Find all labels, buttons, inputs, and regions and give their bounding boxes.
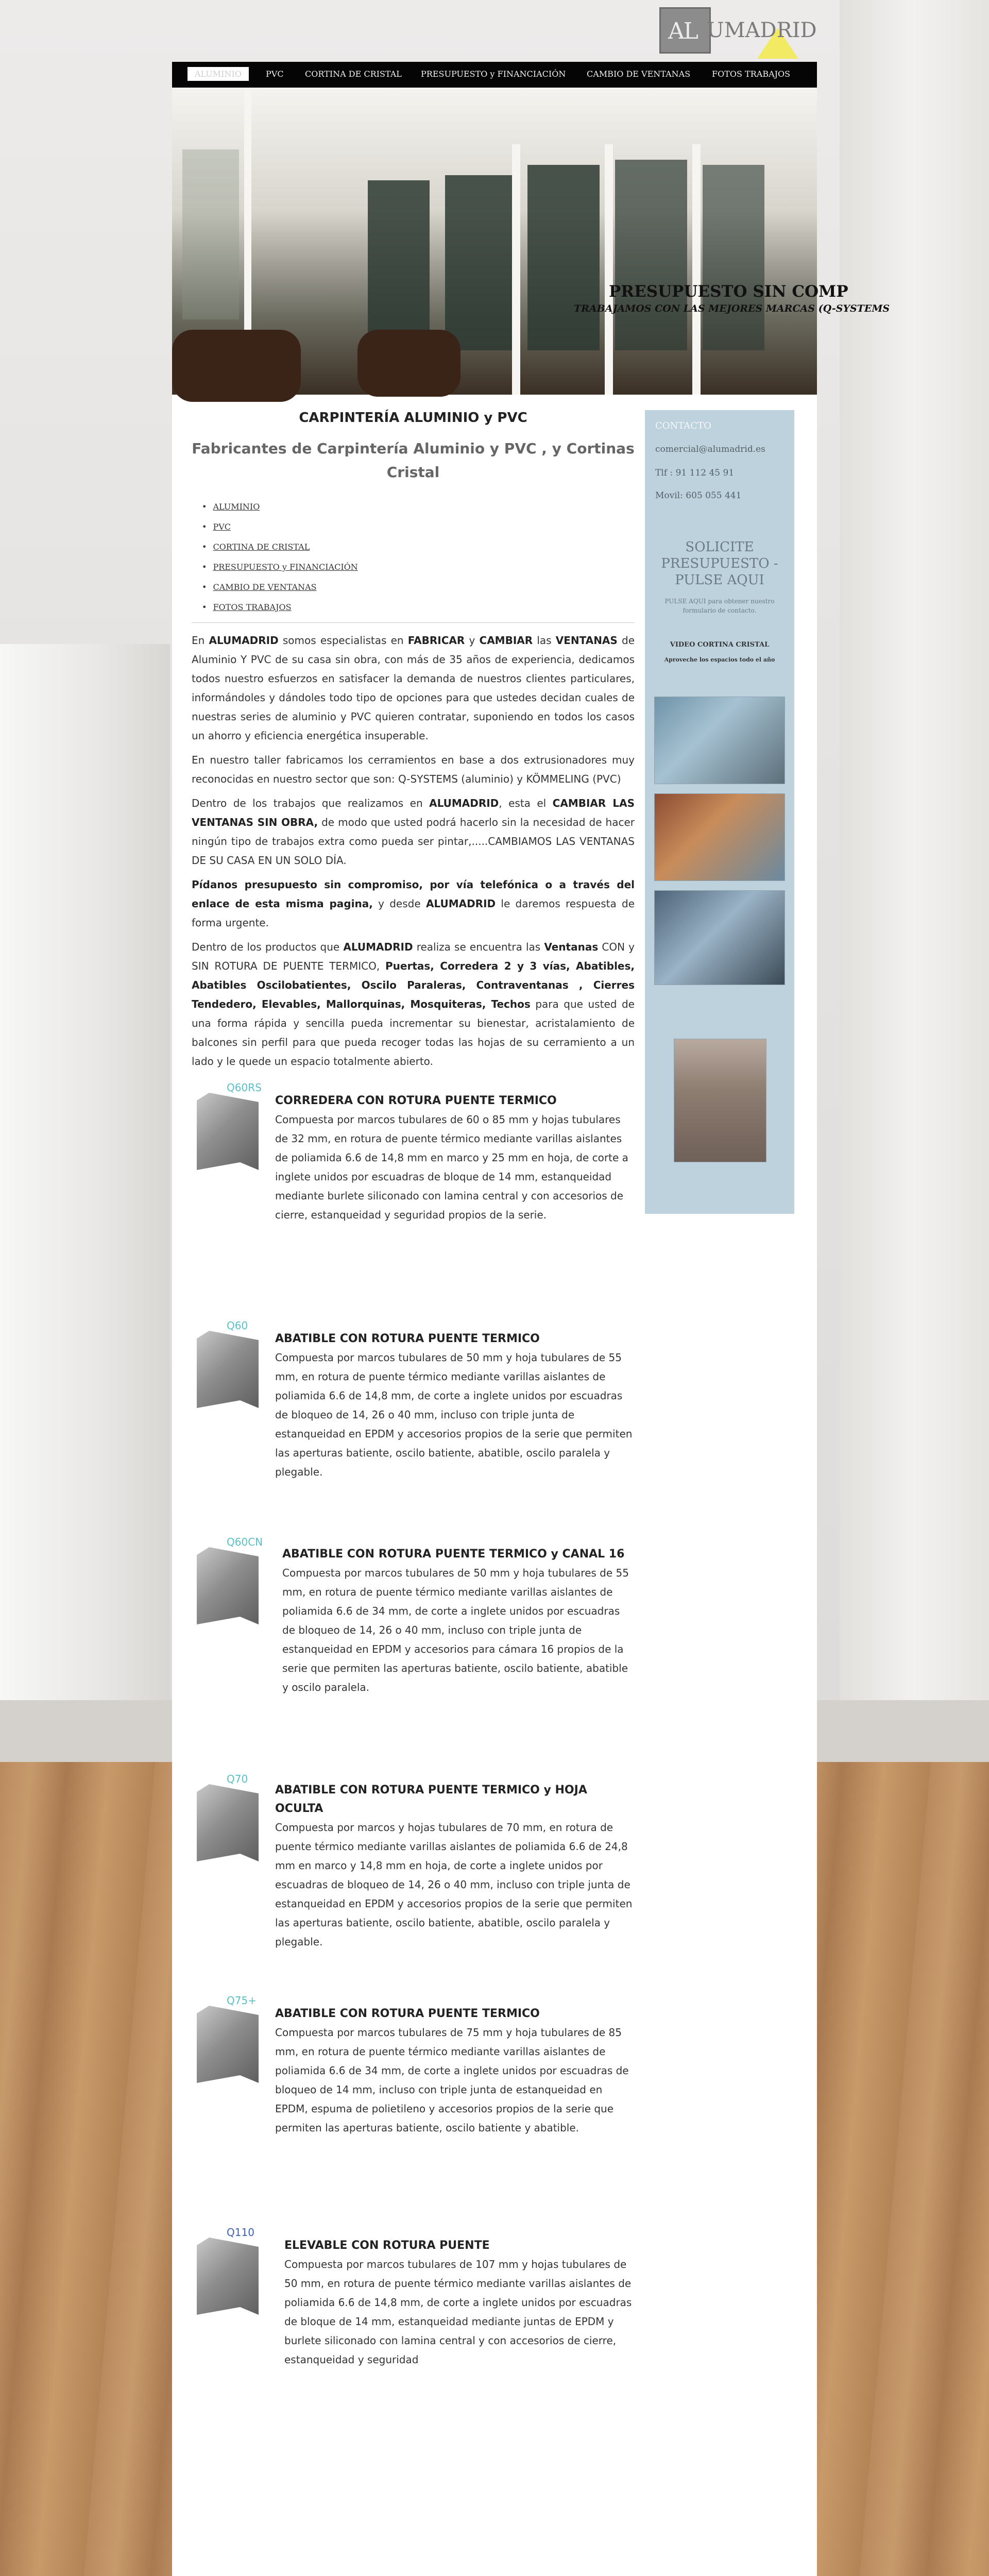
nav-item-fotos-trabajos[interactable]: FOTOS TRABAJOS [712,69,791,79]
list-item [202,562,635,572]
hero-window-pane [368,180,430,350]
product-code: Q60CN [227,1536,263,1548]
profile-icon [197,1547,259,1624]
quote-cta-button[interactable]: SOLICITE PRESUPUESTO - PULSE AQUI [661,539,778,588]
intro-paragraph: En ALUMADRID somos especialistas en FABRICAR y CAMBIAR las VENTANAS de Aluminio Y PVC de su casa sin obra, con más de 35 años de experiencia, dedicamos todos nuestro esfuerzos en satisfacer la demanda de nuestros clientes particulares, informándoles y dándoles todo tipo de opciones para que ustedes decidan cuales de nuestras series de aluminio y PVC quieren contratar, suponiendo en todos los casos un ahorro y eficiencia energética insuperable. [192,634,635,742]
product-title: CORREDERA CON ROTURA PUENTE TERMICO [275,1094,557,1107]
workshop-paragraph: En nuestro taller fabricamos los cerramientos en base a dos extrusionadores muy reconocidas en nuestro sector que son: Q-SYSTEMS (aluminio) y KÖMMELING (PVC) [192,754,635,785]
contact-email[interactable]: comercial@alumadrid.es [655,444,765,454]
product-code: Q60RS [227,1081,262,1094]
product-code: Q60 [227,1319,248,1332]
profile-icon [197,2006,259,2083]
product-description: Compuesta por marcos y hojas tubulares de 70 mm, en rotura de puente térmico mediante varillas aislantes de poliamida 6.6 de 24,8 mm en marco y 14,8 mm en hoja, de corte a inglete unidos por escuadras de bloqueo de 14, 26 o 40 mm, incluso con triple junta de estanqueidad en EPDM y accesorios propios de la serie que permiten las aperturas batiente, oscilo batiente, abatible, oscilo paralela y plegable. [275,1821,633,1948]
link-cambio-ventanas[interactable]: CAMBIO DE VENTANAS [213,582,317,592]
gallery-thumbnail-3[interactable] [654,890,785,985]
site-logo[interactable] [659,7,817,54]
product-title: ABATIBLE CON ROTURA PUENTE TERMICO y HOJA OCULTA [275,1784,587,1815]
logo-word: UMADRID [707,19,817,42]
door-image[interactable] [674,1039,766,1162]
nav-item-pvc[interactable]: PVC [266,69,284,79]
list-item [202,602,635,612]
link-presupuesto[interactable]: PRESUPUESTO y FINANCIACIÓN [213,562,358,572]
change-windows-paragraph: Dentro de los trabajos que realizamos en ALUMADRID, esta el CAMBIAR LAS VENTANAS SIN OBRA, de modo que usted podrá hacerlo sin la necesidad de hacer ningún tipo de trabajos extra como pueda ser pintar,.....CAMBIAMOS LAS VENTANAS DE SU CASA EN UN SOLO DÍA. [192,797,635,867]
nav-item-aluminio[interactable]: ALUMINIO [187,67,249,81]
hero-armchair [357,330,461,397]
logo-box [659,7,711,54]
main-content [192,410,635,2422]
list-item [202,542,635,552]
hero-window-pane [445,175,512,350]
product-title: ABATIBLE CON ROTURA PUENTE TERMICO [275,2007,540,2020]
profile-image [197,1319,264,1412]
divider [192,622,635,623]
hero-window-pane [615,160,687,350]
product-code: Q70 [227,1773,248,1785]
product-description: Compuesta por marcos tubulares de 60 o 85 mm y hojas tubulares de 32 mm, en rotura de puente térmico mediante varillas aislantes de poliamida 6.6 de 14,8 mm en marco y 25 mm en hoja, de corte a inglete unidos por escuadras de bloque de 14 mm, estanqueidad mediante burlete siliconado con lamina central y con accesorios de cierre, estanqueidad y seguridad propios de la serie. [275,1113,628,1221]
hero-frame [605,144,613,395]
hero-subtitle: TRABAJAMOS CON LAS MEJORES MARCAS (Q-SYSTEMS [574,303,890,314]
contact-sidebar [645,410,794,1214]
hero-window-pane [527,165,600,350]
profile-image [197,1081,264,1174]
hero-frame [512,144,520,395]
product-description: Compuesta por marcos tubulares de 50 mm y hoja tubulares de 55 mm, en rotura de puente térmico mediante varillas aislantes de poliamida 6.6 de 34 mm, de corte a inglete unidos por escuadras de bloqueo de 14, 26 o 40 mm, incluso con triple junta de estanqueidad en EPDM y accesorios para cámara 16 propios de la serie que permiten las aperturas batiente, oscilo batiente, abatible y oscilo paralela. [282,1567,629,1693]
products-paragraph: Dentro de los productos que ALUMADRID realiza se encuentra las Ventanas CON y SIN ROTURA DE PUENTE TERMICO, Puertas, Corredera 2 y 3 vías, Abatibles, Abatibles Oscilobatientes, Oscilo Paraleras, Contraventanas , Cierres Tendedero, Elevables, Mallorquinas, Mosquiteras, Techos para que usted de una forma rápida y sencilla pueda incrementar su bienestar, acristalamiento de balcones sin perfil para que pueda recoger todas las hojas de su cerramiento a un lado y le quede un espacio totalmente abierto. [192,941,635,1067]
profile-image [197,1994,264,2087]
background-curtain-right [840,0,989,1803]
profile-icon [197,2238,259,2315]
profile-icon [197,1331,259,1408]
product-q60cn [192,1536,635,1762]
page-subheading: Fabricantes de Carpintería Aluminio y PVC , y Cortinas Cristal [192,440,635,481]
top-navigation [172,62,817,88]
contact-phone: Tlf : 91 112 45 91 [655,468,735,478]
hero-title: PRESUPUESTO SIN COMP [609,282,848,301]
product-code: Q75+ [227,1994,257,2007]
gallery-thumbnail-2[interactable] [654,793,785,881]
profile-image [197,1773,264,1866]
product-code: Q110 [227,2226,254,2239]
product-q60rs [192,1081,635,1308]
sidebar-heading: CONTACTO [655,420,711,431]
page-heading: CARPINTERÍA ALUMINIO y PVC [299,410,527,426]
profile-icon [197,1784,259,1861]
link-pvc[interactable]: PVC [213,522,231,532]
profile-image [197,1536,264,1629]
list-item [202,522,635,532]
product-q75 [192,1994,635,2221]
product-q70 [192,1773,635,1989]
product-description: Compuesta por marcos tubulares de 75 mm y hoja tubulares de 85 mm, en rotura de puente térmico mediante varillas aislantes de poliamida 6.6 de 34 mm, de corte a inglete unidos por escuadras de bloqueo de 14 mm, incluso con triple junta de estanqueidad en EPDM, espuma de polietileno y accesorios propios de la serie que permiten las aperturas batiente, oscilo batiente y abatible. [275,2026,629,2134]
product-description: Compuesta por marcos tubulares de 107 mm y hojas tubulares de 50 mm, en rotura de puente térmico mediante varillas aislantes de poliamida 6.6 de 14,8 mm, de corte a inglete unidos por escuadras de bloque de 14 mm, estanqueidad mediante juntas de EPDM y burlete siliconado con lamina central y con accesorios de cierre, estanqueidad y seguridad [284,2258,632,2366]
list-item [202,582,635,592]
page-container [172,62,890,2576]
video-caption: Aproveche los espacios todo el año [664,656,775,663]
link-aluminio[interactable]: ALUMINIO [213,502,260,512]
list-item [202,502,635,512]
quote-paragraph: Pídanos presupuesto sin compromiso, por vía telefónica o a través del enlace de esta misma pagina, y desde ALUMADRID le daremos respuesta de forma urgente. [192,878,635,929]
hero-armchair [172,330,301,402]
product-title: ABATIBLE CON ROTURA PUENTE TERMICO y CANAL 16 [282,1548,625,1561]
gallery-thumbnail-1[interactable] [654,697,785,784]
product-q110 [192,2226,635,2422]
product-q60 [192,1319,635,1526]
hero-frame [692,144,701,395]
link-cortina-cristal[interactable]: CORTINA DE CRISTAL [213,542,310,552]
nav-item-cortina-cristal[interactable]: CORTINA DE CRISTAL [305,69,402,79]
cta-description: PULSE AQUI para obtener nuestro formulario de contacto. [664,598,775,614]
video-title: VIDEO CORTINA CRISTAL [670,641,770,649]
section-links [192,502,635,612]
profile-icon [197,1093,259,1170]
hero-banner [172,88,890,395]
product-title: ELEVABLE CON ROTURA PUENTE [284,2239,490,2252]
hero-window-pane [703,165,764,350]
link-fotos-trabajos[interactable]: FOTOS TRABAJOS [213,602,292,612]
contact-mobile: Movil: 605 055 441 [655,490,742,501]
logo-box-text: AL [668,18,697,44]
product-title: ABATIBLE CON ROTURA PUENTE TERMICO [275,1332,540,1345]
product-description: Compuesta por marcos tubulares de 50 mm y hoja tubulares de 55 mm, en rotura de puente térmico mediante varillas aislantes de poliamida 6.6 de 14,8 mm, de corte a inglete unidos por escuadras de bloqueo de 14, 26 o 40 mm, incluso con triple junta de estanqueidad en EPDM y accesorios propios de la serie que permiten las aperturas batiente, oscilo batiente, abatible, oscilo paralela y plegable. [275,1351,633,1478]
profile-image [197,2226,264,2319]
hero-window-pane [182,149,239,319]
nav-item-cambio-ventanas[interactable]: CAMBIO DE VENTANAS [587,69,691,79]
background-window-left [0,644,170,1700]
nav-item-presupuesto[interactable]: PRESUPUESTO y FINANCIACIÓN [421,69,566,79]
